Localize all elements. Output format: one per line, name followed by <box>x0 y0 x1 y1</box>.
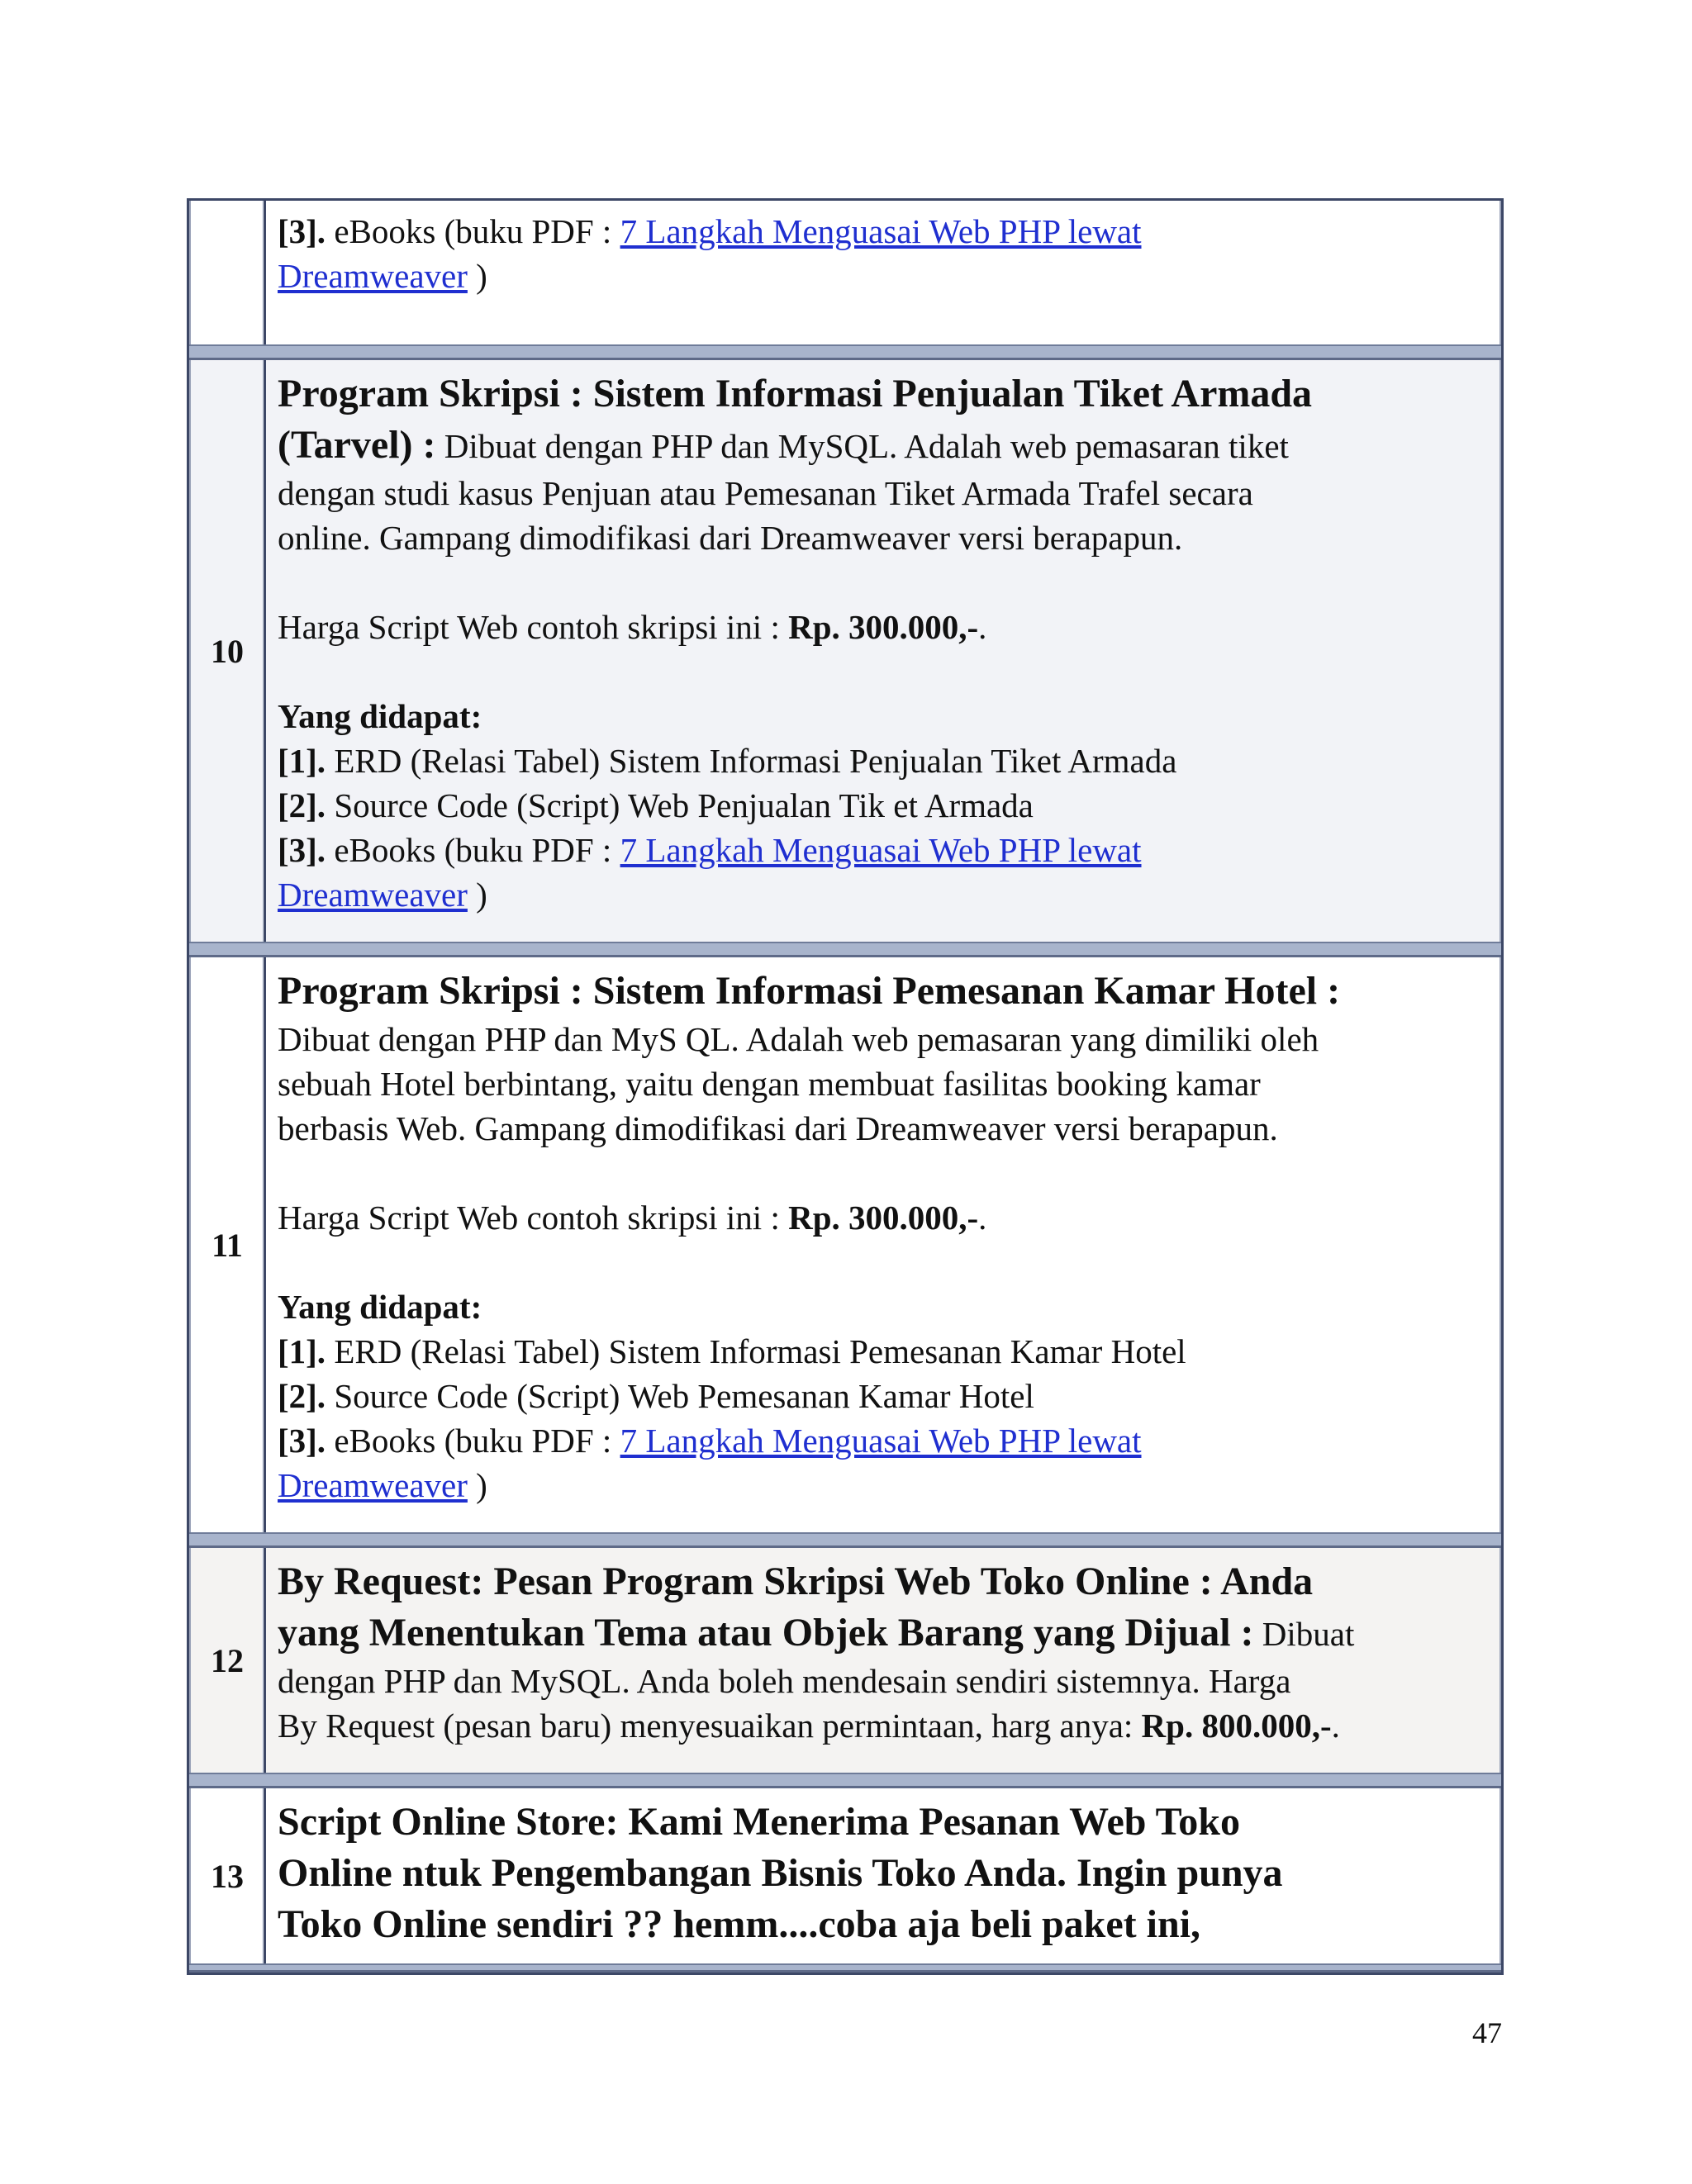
included-label: Yang didapat: <box>278 1288 482 1326</box>
price-end: . <box>1331 1707 1340 1745</box>
ebook-link-cont[interactable]: Dreamweaver <box>278 1466 468 1504</box>
item-text: ERD (Relasi Tabel) Sistem Informasi Penjualan Tiket Armada <box>334 742 1177 780</box>
list-item <box>278 783 1488 828</box>
row-content <box>266 201 1501 344</box>
product-desc-3: By Request (pesan baru) menyesuaikan permintaan, harg anya: Rp. 800.000,-. <box>278 1707 1340 1745</box>
row-separator <box>189 344 1501 360</box>
row-number: 13 <box>189 1788 266 1963</box>
product-title: Script Online Store: Kami Menerima Pesanan Web Toko <box>278 1800 1240 1844</box>
price-value: Rp. 800.000,- <box>1141 1707 1332 1745</box>
list-item-continued <box>278 872 1488 917</box>
item-label: [1]. <box>278 1332 326 1370</box>
product-desc: Dibuat <box>1262 1615 1355 1653</box>
item-text: eBooks (buku PDF : <box>334 212 612 250</box>
item-text: Source Code (Script) Web Pemesanan Kamar Hotel <box>334 1377 1034 1415</box>
item-label: [2]. <box>278 1377 326 1415</box>
list-item <box>278 828 1488 872</box>
product-title: Program Skripsi : Sistem Informasi Pemesanan Kamar Hotel : <box>278 969 1341 1013</box>
ebook-link[interactable]: 7 Langkah Menguasai Web PHP lewat <box>620 831 1142 869</box>
price-end: . <box>978 608 987 646</box>
row-content <box>266 1548 1501 1773</box>
product-desc-2: sebuah Hotel berbintang, yaitu dengan membuat fasilitas booking kamar <box>278 1065 1261 1103</box>
row-number <box>189 201 266 344</box>
row-content <box>266 957 1501 1532</box>
product-desc: Dibuat dengan PHP dan MyS QL. Adalah web pemasaran yang dimiliki oleh <box>278 1020 1319 1058</box>
price-line <box>278 605 1488 649</box>
row-content <box>266 1788 1501 1963</box>
table-row <box>189 957 1501 1532</box>
included-label: Yang didapat: <box>278 697 482 735</box>
product-title: By Request: Pesan Program Skripsi Web Toko Online : Anda <box>278 1560 1314 1603</box>
list-item <box>278 1418 1488 1463</box>
list-item <box>278 1329 1488 1374</box>
product-desc-3: online. Gampang dimodifikasi dari Dreamweaver versi berapapun. <box>278 519 1183 557</box>
price-value: Rp. 300.000,- <box>788 1199 979 1237</box>
item-label: [2]. <box>278 786 326 824</box>
item-label: [1]. <box>278 742 326 780</box>
product-title-cont: (Tarvel) : <box>278 423 436 467</box>
product-title-2: Online ntuk Pengembangan Bisnis Toko Anda. Ingin punya <box>278 1851 1283 1895</box>
item-text: eBooks (buku PDF : <box>334 1422 612 1460</box>
item-close: ) <box>476 876 487 914</box>
item-label: [3]. <box>278 1422 326 1460</box>
item-close: ) <box>476 257 487 295</box>
price-label: Harga Script Web contoh skripsi ini : <box>278 1199 780 1237</box>
row-separator <box>189 1773 1501 1788</box>
spacer <box>278 298 1488 331</box>
product-desc-3: berbasis Web. Gampang dimodifikasi dari Dreamweaver versi berapapun. <box>278 1109 1278 1147</box>
product-desc-2: dengan PHP dan MySQL. Anda boleh mendesain sendiri sistemnya. Harga <box>278 1662 1291 1700</box>
ebook-link-cont[interactable]: Dreamweaver <box>278 257 468 295</box>
item-label: [3]. <box>278 212 326 250</box>
row-content <box>266 360 1501 942</box>
product-desc-2: dengan studi kasus Penjuan atau Pemesanan Tiket Armada Trafel secara <box>278 474 1253 512</box>
table-row <box>189 360 1501 942</box>
table-row <box>189 1548 1501 1773</box>
product-title-cont: yang Menentukan Tema atau Objek Barang yang Dijual : <box>278 1611 1254 1655</box>
item-label: [3]. <box>278 831 326 869</box>
price-end: . <box>978 1199 987 1237</box>
list-item <box>278 209 1488 254</box>
price-value: Rp. 300.000,- <box>788 608 979 646</box>
row-number: 12 <box>189 1548 266 1773</box>
row-number: 11 <box>189 957 266 1532</box>
item-text: ERD (Relasi Tabel) Sistem Informasi Pemesanan Kamar Hotel <box>334 1332 1186 1370</box>
product-table <box>187 198 1504 1975</box>
table-row <box>189 201 1501 344</box>
product-title: Program Skripsi : Sistem Informasi Penjualan Tiket Armada <box>278 372 1313 415</box>
list-item-continued <box>278 254 1488 298</box>
price-line <box>278 1195 1488 1240</box>
product-title-3: Toko Online sendiri ?? hemm....coba aja beli paket ini, <box>278 1902 1201 1946</box>
item-close: ) <box>476 1466 487 1504</box>
item-text: eBooks (buku PDF : <box>334 831 612 869</box>
list-item <box>278 1374 1488 1418</box>
ebook-link[interactable]: 7 Langkah Menguasai Web PHP lewat <box>620 212 1142 250</box>
item-text: Source Code (Script) Web Penjualan Tik et Armada <box>334 786 1034 824</box>
row-separator <box>189 942 1501 957</box>
ebook-link[interactable]: 7 Langkah Menguasai Web PHP lewat <box>620 1422 1142 1460</box>
table-row <box>189 1788 1501 1963</box>
list-item-continued <box>278 1463 1488 1507</box>
list-item <box>278 738 1488 783</box>
price-label: Harga Script Web contoh skripsi ini : <box>278 608 780 646</box>
row-separator <box>189 1963 1501 1973</box>
row-number: 10 <box>189 360 266 942</box>
product-desc: Dibuat dengan PHP dan MySQL. Adalah web pemasaran tiket <box>444 427 1289 465</box>
ebook-link-cont[interactable]: Dreamweaver <box>278 876 468 914</box>
page-number: 47 <box>1472 2016 1502 2049</box>
row-separator <box>189 1532 1501 1548</box>
